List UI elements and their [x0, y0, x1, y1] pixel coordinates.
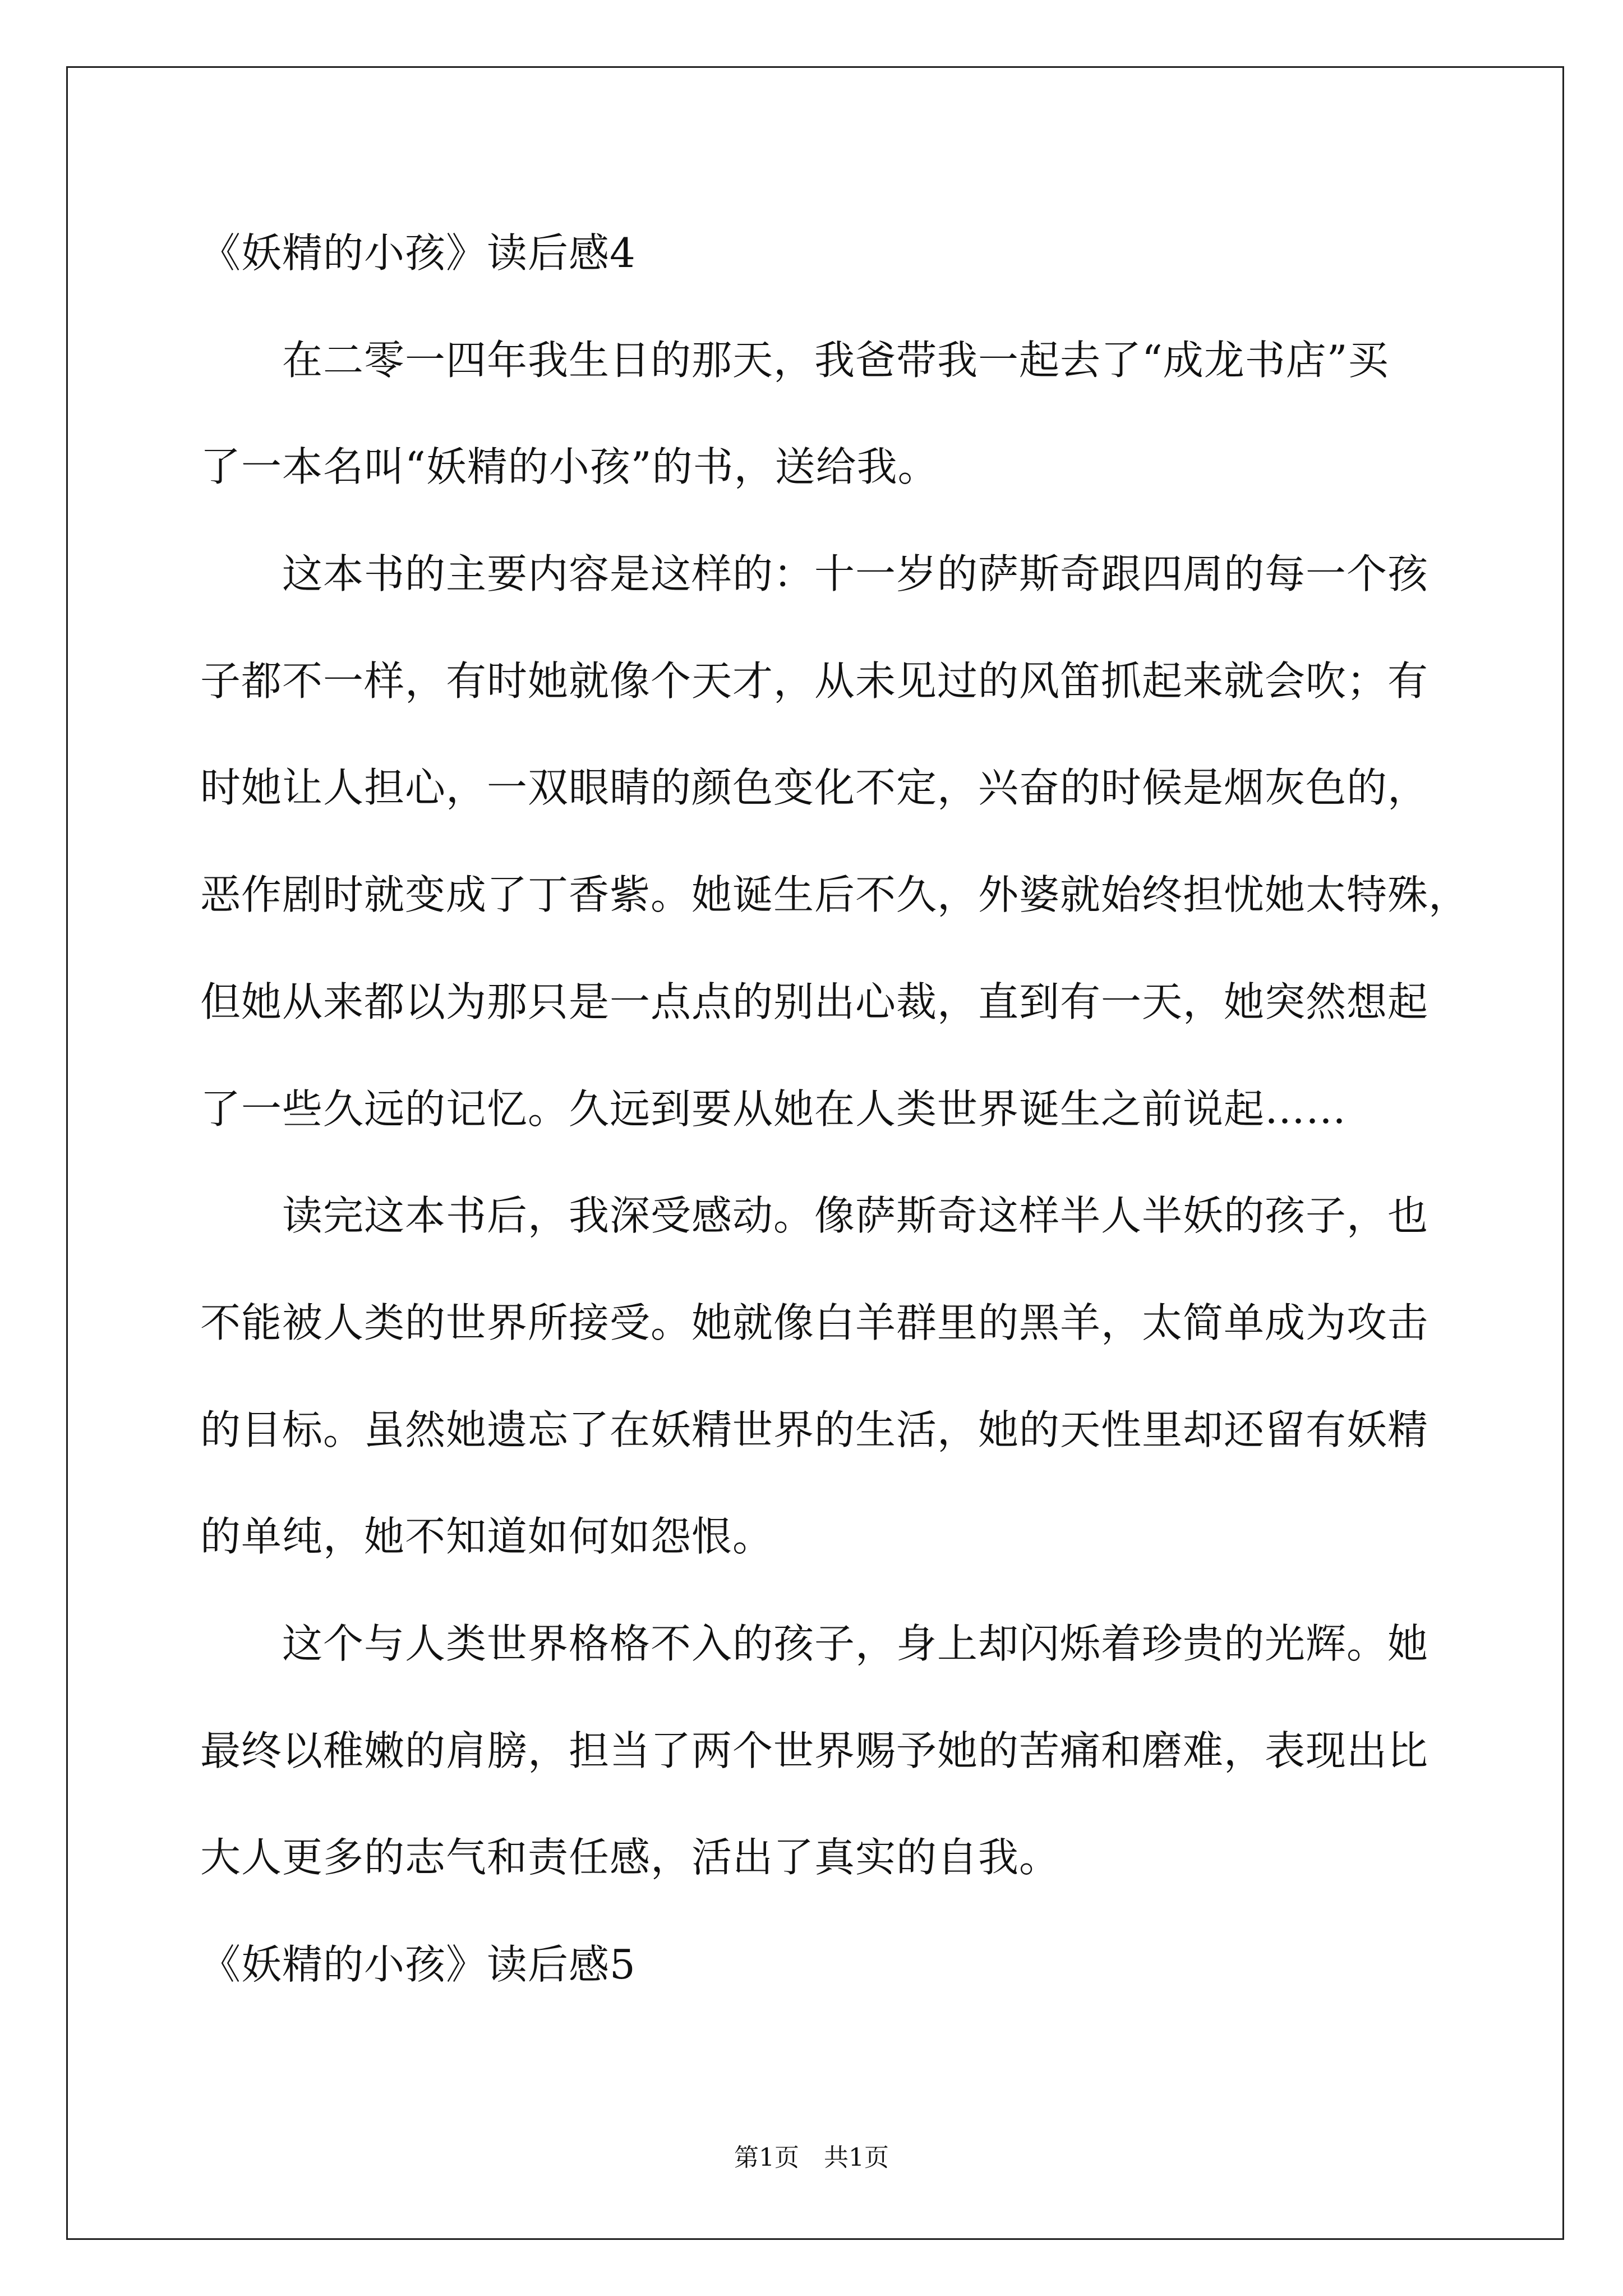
- paragraph-line: 了一本名叫“妖精的小孩”的书，送给我。: [200, 443, 939, 491]
- paragraph: [200, 521, 1468, 1162]
- paragraph-line: 在二零一四年我生日的那天，我爸带我一起去了“成龙书店”买: [282, 336, 1389, 384]
- paragraph-line: 了一些久远的记忆。久远到要从她在人类世界诞生之前说起……: [200, 1085, 1347, 1133]
- section-heading: 《妖精的小孩》读后感5: [200, 1941, 636, 1988]
- paragraph-line: 时她让人担心，一双眼睛的颜色变化不定，兴奋的时候是烟灰色的，: [200, 764, 1429, 812]
- paragraph-line: 的单纯，她不知道如何如怨恨。: [200, 1513, 774, 1561]
- paragraph-line: 读完这本书后，我深受感动。像萨斯奇这样半人半妖的孩子，也: [282, 1192, 1429, 1240]
- essay-section: [200, 1911, 1468, 2018]
- paragraph-line: 最终以稚嫩的肩膀，担当了两个世界赐予她的苦痛和磨难，表现出比: [200, 1727, 1429, 1774]
- paragraph-line: 不能被人类的世界所接受。她就像白羊群里的黑羊，太简单成为攻击: [200, 1299, 1429, 1346]
- paragraph: [200, 307, 1468, 521]
- section-heading: 《妖精的小孩》读后感4: [200, 229, 636, 277]
- paragraph-line: 这本书的主要内容是这样的：十一岁的萨斯奇跟四周的每一个孩: [282, 550, 1429, 598]
- paragraph-line: 这个与人类世界格格不入的孩子，身上却闪烁着珍贵的光辉。她: [282, 1619, 1429, 1667]
- document-body: [200, 200, 1468, 2018]
- paragraph-line: 恶作剧时就变成了丁香紫。她诞生后不久，外婆就始终担忧她太特殊，: [200, 871, 1470, 919]
- paragraph-line: 大人更多的志气和责任感，活出了真实的自我。: [200, 1834, 1061, 1881]
- essay-section: [200, 200, 1468, 1911]
- paragraph-line: 但她从来都以为那只是一点点的别出心裁，直到有一天，她突然想起: [200, 978, 1429, 1025]
- paragraph-line: 子都不一样，有时她就像个天才，从未见过的风笛抓起来就会吹；有: [200, 657, 1429, 705]
- page-number-label: 第1页 共1页: [734, 2143, 889, 2172]
- paragraph-line: 的目标。虽然她遗忘了在妖精世界的生活，她的天性里却还留有妖精: [200, 1406, 1429, 1453]
- paragraph: [200, 1590, 1468, 1911]
- paragraph: [200, 1162, 1468, 1590]
- page-footer: [0, 2145, 1623, 2171]
